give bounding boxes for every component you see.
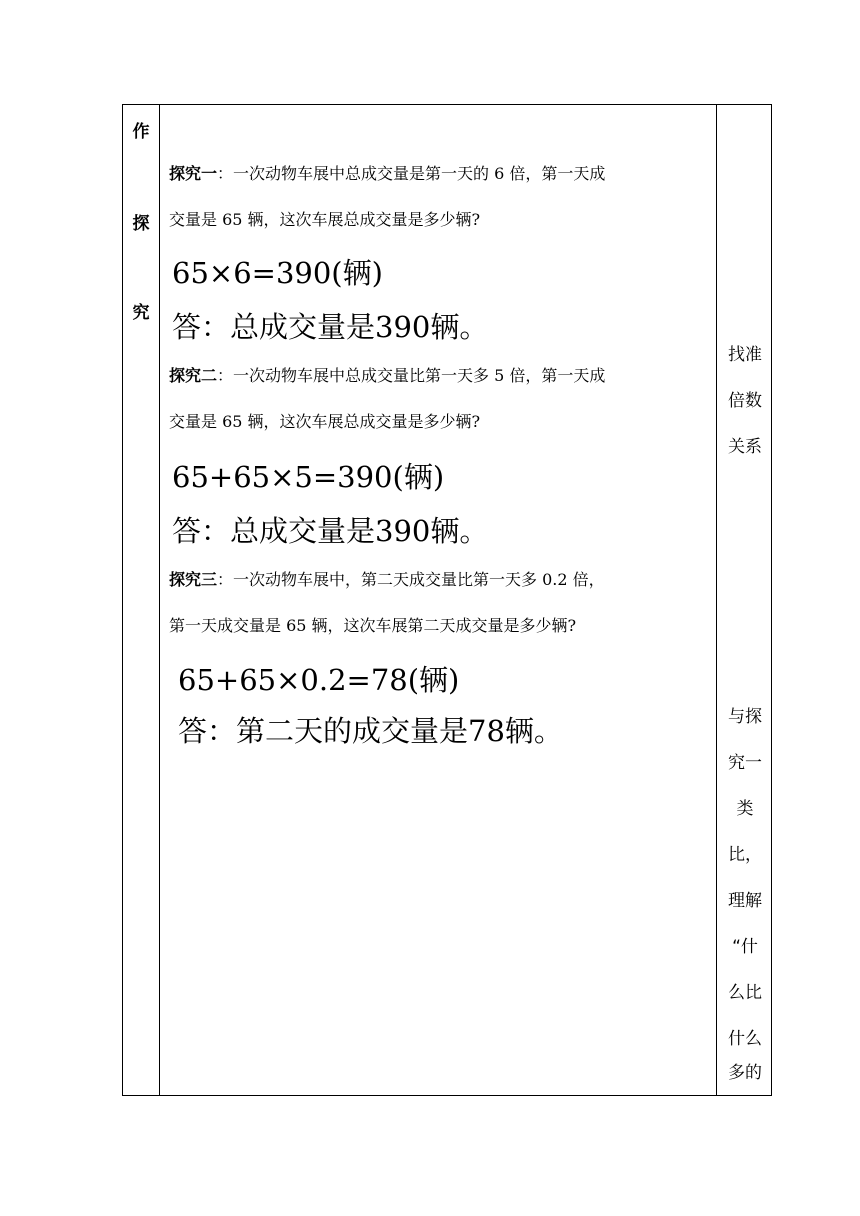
exploration-3-calc: 65+65×0.2=78(辆) — [178, 663, 460, 697]
exploration-3-question: 探究三：一次动物车展中，第二天成交量比第一天多 0.2 倍， 第一天成交量是 65 辆，这次车展第二天成交量是多少辆? — [169, 570, 605, 635]
note-line: 多的 — [728, 1063, 762, 1083]
exploration-2-label: 探究二 — [169, 366, 218, 385]
exploration-3-label: 探究三 — [169, 570, 218, 589]
note-line: 理解 — [728, 891, 762, 911]
note-line: 与探 — [728, 707, 762, 727]
note-line: 什么 — [728, 1029, 762, 1049]
note-line: 类 — [736, 799, 754, 819]
exploration-1-calc: 65×6=390(辆) — [172, 256, 383, 290]
exploration-2-question: 探究二：一次动物车展中总成交量比第一天多 5 倍，第一天成 交量是 65 辆，这次车展总成交量是多少辆? — [169, 366, 606, 431]
left-column-char: 作 — [132, 122, 150, 142]
left-column-char: 探 — [132, 214, 150, 234]
exploration-2-calc: 65+65×5=390(辆) — [172, 460, 445, 494]
column-divider — [159, 105, 160, 1095]
note-line: 找准 — [728, 345, 762, 365]
note-line: 比， — [728, 845, 762, 865]
note-line: “什 — [732, 937, 758, 957]
exploration-1-answer: 答：总成交量是390辆。 — [172, 310, 489, 344]
exploration-1-label: 探究一 — [169, 164, 218, 183]
exploration-3-answer: 答：第二天的成交量是78辆。 — [178, 714, 563, 748]
exploration-2-answer: 答：总成交量是390辆。 — [172, 514, 489, 548]
note-line: 么比 — [728, 983, 762, 1003]
note-line: 究一 — [728, 753, 762, 773]
exploration-1-question: 探究一：一次动物车展中总成交量是第一天的 6 倍，第一天成 交量是 65 辆，这次车展总成交量是多少辆? — [169, 164, 606, 229]
column-divider — [716, 105, 717, 1095]
note-line: 关系 — [728, 437, 762, 457]
note-line: 倍数 — [728, 391, 762, 411]
left-column-char: 究 — [132, 303, 150, 323]
lesson-table — [122, 104, 772, 1096]
